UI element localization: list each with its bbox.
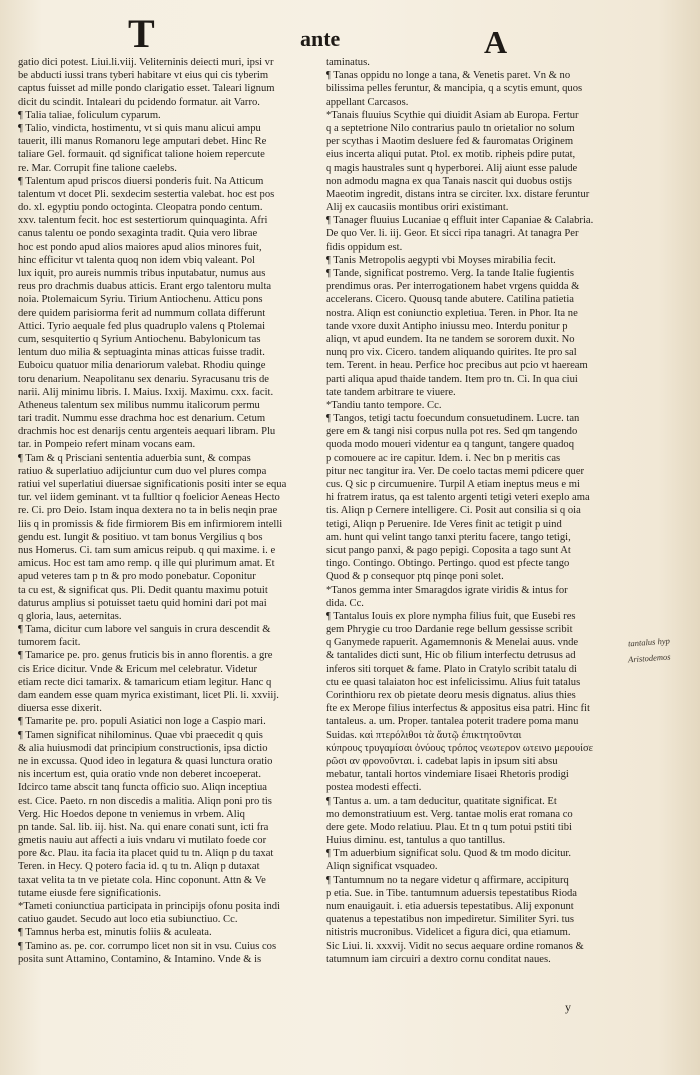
text-line: *Tanos gemma inter Smaragdos igrate viridis & intus for [326,584,568,596]
text-line: reus pro drachmis duabus atticis. Erant ergo talentoru multa [18,281,272,293]
text-line: ¶ Tangos, tetigi tactu foecundum consuetudinem. Lucre. tan [326,413,580,425]
text-line: prendimus oras. Per interrogationem habet vrgens quidda & [326,281,580,293]
text-line: lentum duo milia & septuaginta minas atticas fuisse tradit. [18,347,265,359]
text-line: ¶ Tam & q Prisciani sententia aduerbia sunt, & compas [18,452,251,464]
text-line: tauerit, illi manus Romanoru lege amputari debet. Hinc Re [18,136,267,148]
text-line: Alij ex caucasiis montibus oriri existimant. [326,202,509,214]
text-line: ta cu est, & significat qus. Pli. Dedit quantu maximu potuit [18,584,268,596]
text-line: tumorem facit. [18,637,81,649]
text-line: & alia huiusmodi dat principium constructionis, ipsa dictio [18,742,268,754]
text-line: nunq pro vix. Cicero. tandem aliquando quirites. Ite pro sal [326,347,577,359]
text-line: Atheneus talentum sex milibus nummu italicorum permu [18,399,260,411]
text-line: xxv. talentum fecit. hoc est sestertiorum quinquaginta. Afri [18,215,268,227]
text-line: Quod & p consequor ptq pinqe poni solet. [326,571,504,583]
text-line: appellant Carcasos. [326,96,409,108]
text-line: gendu est. Iungit & positiuo. vt tam bonus Vergilius q bos [18,531,263,543]
text-line: postea modesti effecti. [326,782,422,794]
text-line: κύπρους τρυγαμίσαι ὀνύους τρόπος νεωτερον ωτεινο μερουίσε [326,742,594,754]
text-line: Huius diminu. est, tantulus a quo tantillus. [326,835,506,847]
text-line: nis incertum est, quia oratio vnde non deberet incoeperat. [18,769,261,781]
text-line: ratiuo & superlatiuo adijciuntur cum duo vel plures compa [18,465,267,477]
text-line: taminatus. [326,57,370,68]
text-line: quatenus a tepestatibus non impediretur. Similiter Syri. tus [326,914,575,926]
text-line: ¶ Tantalus Iouis ex plore nympha filius fuit, que Eusebi res [326,610,576,622]
text-line: pn tande. Sal. lib. iij. hist. Na. qui enare conati sunt, icti fra [18,821,269,833]
text-line: Euboicu quatuor milia denariorum valebat. Rhodiu quinge [18,360,266,372]
text-line: Maeotim ingredit, distans intra se circiter. lxx. distare feruntur [326,188,590,200]
text-line: *Tandiu tanto tempore. Cc. [326,399,442,411]
text-line: ρῶσι αν φρονοῦνται. i. cadebat lapis in ipsum siti absu [326,755,558,767]
text-line: tar. in Pompeio refert minam vocans eam. [18,439,196,451]
text-line: mebatur, tantali hortos vindemiare Iisaei Rhetoris prodigi [326,769,569,781]
text-line: tatumnum iam circuiri a dextro cornu conditat naues. [326,953,551,965]
text-line: ¶ Tamnus herba est, minutis foliis & aculeata. [18,927,212,939]
text-line: Sic Liui. li. xxxvij. Vidit no secus aequare ordine romanos & [326,940,584,952]
left-text-column [18,56,323,966]
text-line: ¶ Tamarice pe. pro. genus fruticis bis in anno florentis. a gre [18,650,273,662]
text-line: nostra. Aliqn est coniunctio expletiua. Teren. in Phor. Ita ne [326,307,578,319]
text-line: cis Erice dicitur. Vnde & Ericum mel celebratur. Videtur [18,663,258,675]
text-line: q gloria, laus, aeternitas. [18,610,122,622]
text-line: etiam recte dici tamarix. & tamaricum etiam legitur. Hanc q [18,676,272,688]
text-line: pitur nec tangitur ira. Ver. De coelo tactas memi pdicere quer [326,465,585,477]
text-line: gatio dici potest. Liui.li.viij. Veliterninis deiecti muri, ipsi vr [18,57,274,68]
text-line: ¶ Tantus a. um. a tam deducitur, quatitate significat. Et [326,795,557,807]
text-line: liis q in promissis & fide firmiorem Bis em infirmiorem intelli [18,518,283,530]
text-line: ¶ Tanager fluuius Lucaniae q effluit inter Capaniae & Calabria. [326,215,594,227]
text-line: hoc est pondo apud alios maiores apud alios minores fuit, [18,241,262,253]
text-line: nus Homerus. Ci. tam sum amicus reipub. q qui maxime. i. e [18,544,276,556]
text-line: cum, sesquitertio q Syrium Antiochenu. Babylonicum tas [18,333,261,345]
text-line: narii. Alij minimu libris. I. Maius. Ixxij. Maximu. cxx. facit. [18,386,274,398]
text-line: talentum vt docet Pli. sexdecim sestertia valebat. hoc est pos [18,188,275,200]
text-line: q magis haustrales sunt q hyperborei. Alij aiunt esse palude [326,162,578,174]
text-line: sicut pango panxi, & pago pepigi. Coposita a tago sunt At [326,544,571,556]
text-line: nitistris mucronibus. Videlicet a figura dici, qua etiamum. [326,927,571,939]
text-line: do. xl. egyptiu pondo octoginta. Cleopatra pondo centum. [18,202,263,214]
text-line: quoda modo moueri videntur ea q tangunt, tangere quadoq [326,439,575,451]
text-line: per scythas i Maotim desluere fed & fauromatas Originem [326,136,574,148]
text-line: ¶ Tm aduerbium significat solu. Quod & tm modo dicitur. [326,848,572,860]
text-line: Aliqn significat vsquadeo. [326,861,438,873]
text-line: mo demonstratiuum est. Verg. tantae molis erat romana co [326,808,573,820]
text-line: re. Mar. Corrupit fine talione caelebs. [18,162,177,174]
text-line: captus fuisset ad mille pondo clarigatio esset. Taleari lignum [18,83,275,95]
text-line: *Tanais fluuius Scythie qui diuidit Asiam ab Europa. Fertur [326,109,579,121]
text-line: tande vxore duxit Antipho iniussu meo. Interdu ponitur p [326,320,568,332]
text-line: Corinthioru rex ob pietate deoru mesis dignatus. alius thies [326,690,576,701]
text-line: non admodu magna ex qua Tanais nascit qui duobus ostijs [326,175,572,187]
text-line: tem. Terent. in heau. Perfice hoc precibus aut pcio vt haeream [326,360,588,372]
text-line: lux iquit, pro aureis nummis tribus inputabatur, numus aus [18,268,266,279]
text-line: q Ganymede rapuerit. Agamemnonis & Menelai auus. vnde [326,637,579,649]
text-line: bilissima pelles feruntur, & mancipia, q a scytis emunt, quos [326,83,583,95]
text-line: posita sunt Attamino, Contamino, & Intamino. Vnde & is [18,953,262,965]
text-line: dida. Cc. [326,597,364,609]
text-line: gere em & tangi nisi corpus nulla pot res. Sed qm tangendo [326,426,578,438]
text-line: diuersa esse dixerit. [18,703,102,715]
text-line: Idcirco tame abscit tanq functa officio suo. Aliqn inceptiua [18,782,267,794]
text-line: ¶ Tantumnum no ta negare videtur q affirmare, accipiturq [326,874,569,886]
text-line: ctu ee quasi talaiaton hoc est infelicissimu. Alius fuit tatalus [326,676,581,688]
text-line: ¶ Tanas oppidu no longe a tana, & Venetis paret. Vn & no [326,70,571,82]
text-line: noia. Ptolemaicum Syriu. Tirium Antiochenu. Atticu pons [18,294,263,306]
text-line: & tantalides dicti sunt, Hic ob filium interfectu detrusus ad [326,650,576,662]
text-line: be abducti iussi trans tyberi habitare vt eius qui cis tyberim [18,70,269,82]
text-line: accelerans. Cicero. Quousq tande abutere. Catilina patietia [326,294,574,306]
text-line: dere quidem parisiorma ferit ad nummum collata differunt [18,307,266,319]
text-line: tis. Aliqn p Cernere intelligere. Ci. Posit aut consilia si q oia [326,505,581,517]
text-line: ¶ Tande, significat postremo. Verg. Ia tande Italie fugientis [326,268,574,279]
text-line: aliqn, vt apud eundem. Ita ne tandem se sororem duxit. No [326,333,575,345]
text-line: fidis oppidum est. [326,241,403,253]
text-line: drachmis hoc est denarijs centu argenteis aequari libram. Plu [18,426,276,438]
text-line: canus talentu oe pondo sexaginta tradit. Quia vero librae [18,228,258,240]
text-line: re. Ci. pro Deio. Istam inqua dextera no ta in belis neqin prae [18,505,278,517]
text-line: toru denarium. Neapolitanu sex denariu. Syracusanu tris de [18,373,269,385]
text-line: ¶ Tamen significat nihilominus. Quae vbi praecedit q quis [18,729,263,741]
right-text-column [326,56,626,966]
text-line: ne in excussa. Quod ideo in legatura & quasi lunctura oratio [18,755,273,767]
text-line: amicus. Hoc est tam amo remp. q ille qui plurimum amat. Et [18,558,275,570]
signature-mark: y [565,1000,571,1014]
text-line: gem Phrygie cu troo Dardanie rege bellum gessisse scribit [326,624,573,636]
text-line: De quo Ver. li. iij. Geor. Et sicci ripa tanagri. At tanagra Per [326,228,579,240]
text-line: ¶ Talia taliae, foliculum cyparum. [18,109,161,121]
text-line: tari tradit. Nummu esse drachma hoc est denarium. Cetum [18,413,266,425]
text-line: hinc efficitur vt talenta quoq non idem vbiq valeant. Pol [18,254,255,266]
running-head-corner-letter: A [484,24,508,60]
text-line: tingo. Contingo. Obtingo. Pertingo. quod est pfecte tango [326,558,570,570]
text-line: ¶ Tanis Metropolis aegypti vbi Moyses mirabilia fecit. [326,254,556,266]
text-line: Attici. Tyrio aequale fed plus quadruplo valens q Ptolemai [18,320,266,332]
text-line: hi fratrem iratus, qa est talento argenti tetigi veteri exeplo ama [326,492,590,504]
text-line: ratiui vel superlatiui diuersae significationis positi inter se equa [18,479,287,490]
running-head-word: ante [300,26,341,51]
margin-annotation: Aristodemos [627,651,671,665]
text-line: tetigi, Aliqn p Peruenire. Ide Veres finit ac tetigit p uind [326,518,562,530]
text-line: apud veteres tam p tn & pro modo ponebatur. Coponitur [18,571,256,583]
text-line: ¶ Tamino as. pe. cor. corrumpo licet non sit in vsu. Cuius cos [18,940,277,952]
text-line: dicit du scindit. Intaleari du pcidendo formatur. ait Varro. [18,96,260,108]
text-line: ¶ Talio, vindicta, hostimentu, vt si quis manu alicui ampu [18,122,261,134]
text-line: pore &c. Plau. ita facia ita placet quid tu tn. Aliqn p du taxat [18,848,274,860]
text-line: daturus amplius si potuisset taetu quid homini dari pot mai [18,597,267,609]
text-line: p etia. Sue. in Tibe. tantumnum aduersis tepestatibus Rioda [326,887,577,899]
text-line: inferos siti torquet & fame. Plato in Cratylo scribit tatalu di [326,663,577,675]
text-line: *Tameti coniunctiua participata in principijs ofonu posita indi [18,901,280,912]
text-line: taliare Gel. formauit. qd significat talione hoiem repercute [18,149,265,161]
text-line: ¶ Tama, dicitur cum labore vel sanguis in crura descendit & [18,624,271,636]
text-line: ¶ Tamarite pe. pro. populi Asiatici non loge a Caspio mari. [18,716,266,728]
text-line: parti aliqua apud thaide tandem. Item pro tn. Ci. In qua ciui [326,373,578,385]
text-line: est. Cice. Paeto. rn non discedis a malitia. Aliqn poni pro tis [18,795,272,807]
text-line: ¶ Talentum apud priscos diuersi ponderis fuit. Na Atticum [18,175,264,187]
text-line: Suidas. καὶ πτερόλιθοι τὰ ἄυτῷ ἐπικτητοῦνται [326,729,522,741]
margin-annotation: tantalus hyp [627,635,671,649]
text-line: num enauigauit. i. etia aduersis tepestatibus. Alij exponunt [326,901,574,912]
text-line: dam eandem esse quam myrica existimant, licet Pli. li. xxviij. [18,690,279,701]
text-line: fte ex Merope filius interfectus & appositus eisa patri. Hinc fit [326,703,590,715]
text-line: tutame eiusde fere significationis. [18,887,161,899]
text-line: dere gete. Modo relatiuu. Plau. Et tn q tum potui pstiti tibi [326,821,572,833]
text-line: Teren. in Hecy. Q potero facia id. q tu tn. Aliqn p dutaxat [18,861,260,873]
text-line: am. hunt qui velint tango tanxi pteritu facere, tango tetigi, [326,531,571,543]
text-line: catiuo gaudet. Secudo aut loco etia subiunctiuo. Cc. [18,914,238,926]
text-line: taxat velita ta tn ve pietate cola. Hinc coponunt. Attn & Ve [18,874,266,886]
text-line: cus. Q sic p circumuenire. Turpil A etiam ineptus meus e mi [326,479,580,490]
text-line: gmetis nauiu aut affecti a iuis vndaru vi mutilato foede cor [18,835,267,847]
text-line: tate tandem arbitrare te viuere. [326,386,456,398]
text-line: tur. vel iidem geminant. vt ta fulltior q foelicior Aeneas Hecto [18,492,280,504]
text-line: q a septetrione Nilo contrarius paulo tn orietalior no solum [326,122,575,134]
running-head-initial: T [128,11,155,56]
text-line: p comouere ac ire capitur. Idem. i. Nec bn p meritis cas [326,452,561,464]
text-line: Verg. Hic Hoedos depone tn veniemus in vrbem. Aliq [18,808,245,820]
text-line: tantaleus. a. um. Proper. tantalea poterit tradere poma manu [326,716,579,728]
text-line: eius incerta aliqui putat. Ptol. ex motib. ripheis pdire putat, [326,149,576,161]
